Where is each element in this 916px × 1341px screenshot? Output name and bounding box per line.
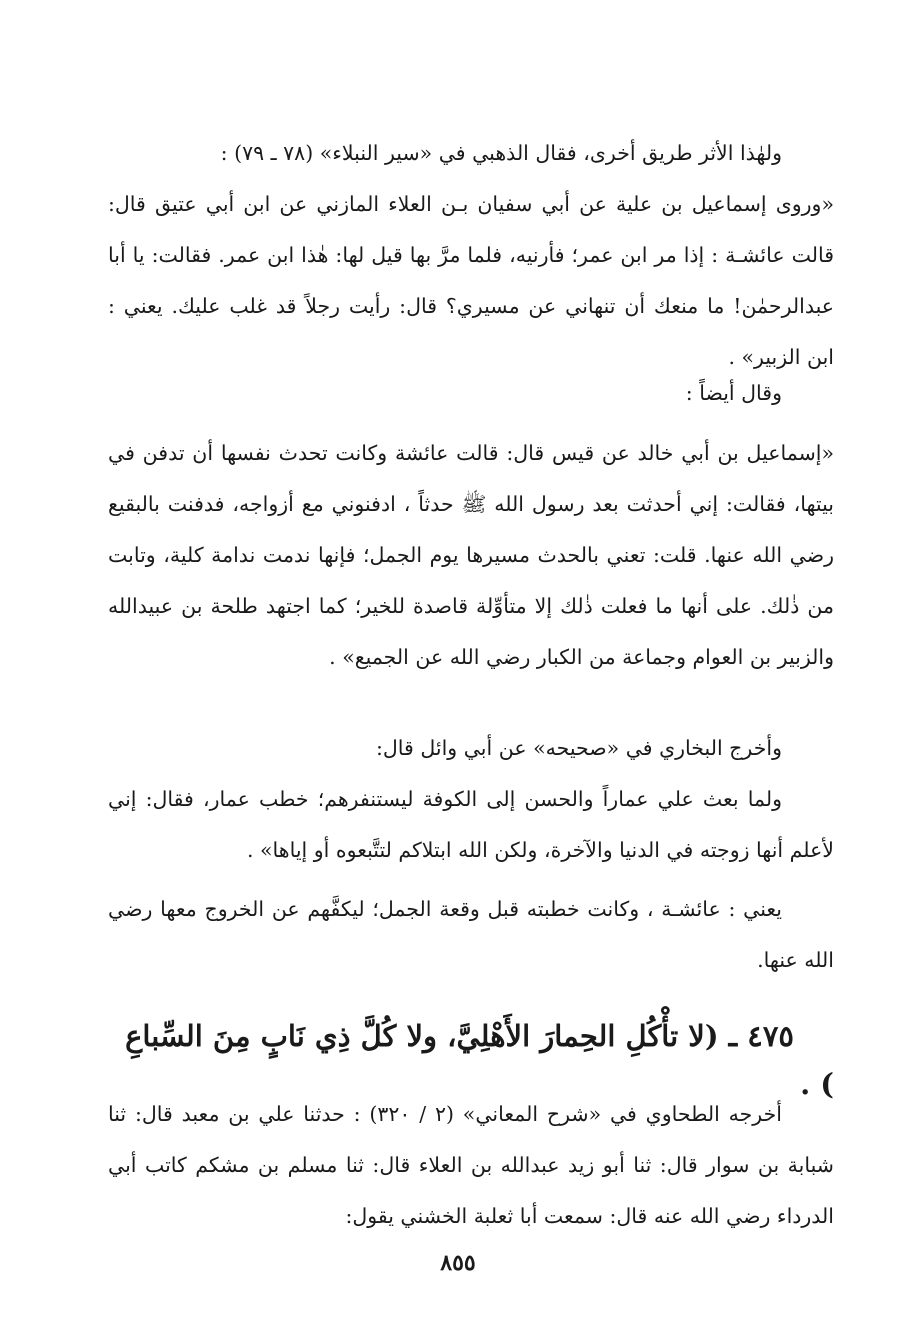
paragraph-yani-aisha: يعني : عائشـة ، وكانت خطبته قبل وقعة الجمل؛ ليكفَّهم عن الخروج معها رضي الله عنها. [108,897,834,972]
page-number: ٨٥٥ [440,1250,476,1276]
paragraph-bukhari-intro: وأخرج البخاري في «صحيحه» عن أبي وائل قال: [376,736,782,760]
paragraph-takhrij-tahawi: أخرجه الطحاوي في «شرح المعاني» (٢ / ٣٢٠) : حدثنا علي بن معبد قال: ثنا شبابة بن سوار قال: ثنا أبو زيد عبدالله بن العلاء قال: ثنا مسلم بن مشكم كاتب أبي الدرداء رضي الله عنه قال: سمعت أبا ثعلبة الخشني يقول: [108,1102,834,1228]
paragraph-quote-ibn-ulayya: «وروى إسماعيل بن علية عن أبي سفيان بـن العلاء المازني عن ابن أبي عتيق قال: قالت عائشـة : إذا مر ابن عمر؛ فأرنيه، فلما مرَّ بها قيل لها: هٰذا ابن عمر. فقالت: يا أبا عبدالرحمٰن! ما منعك أن تنهاني عن مسيري؟ قال: رأيت رجلاً قد غلب عليك. يعني : ابن الزبير» . [108,192,834,369]
paragraph-intro-dhahabi: ولهٰذا الأثر طريق أخرى، فقال الذهبي في «سير النبلاء» (٧٨ ـ ٧٩) : [220,141,782,165]
paragraph-quote-qays: «إسماعيل بن أبي خالد عن قيس قال: قالت عائشة وكانت تحدث نفسها أن تدفن في بيتها، فقالت: إني أحدثت بعد رسول الله ﷺ حدثاً ، ادفنوني مع أزواجه، فدفنت بالبقيع رضي الله عنها. قلت: تعني بالحدث مسيرها يوم الجمل؛ فإنها ندمت ندامة كلية، وتابت من ذٰلك. على أنها ما فعلت ذٰلك إلا متأوِّلة قاصدة للخير؛ كما اجتهد طلحة بن عبيدالله والزبير بن العوام وجماعة من الكبار رضي الله عن الجميع» . [108,441,834,669]
paragraph-qala-aydan: وقال أيضاً : [685,381,782,405]
hadith-heading: ٤٧٥ ـ (لا تأْكُلِ الحِمارَ الأَهْلِيَّ، ولا كُلَّ ذِي نَابٍ مِنَ السِّباعِ ) . [125,1019,834,1101]
paragraph-ammar-khutba: ولما بعث علي عماراً والحسن إلى الكوفة ليستنفرهم؛ خطب عمار، فقال: إني لأعلم أنها زوجته في الدنيا والآخرة، ولكن الله ابتلاكم لتتَّبعوه أو إياها» . [108,787,834,862]
